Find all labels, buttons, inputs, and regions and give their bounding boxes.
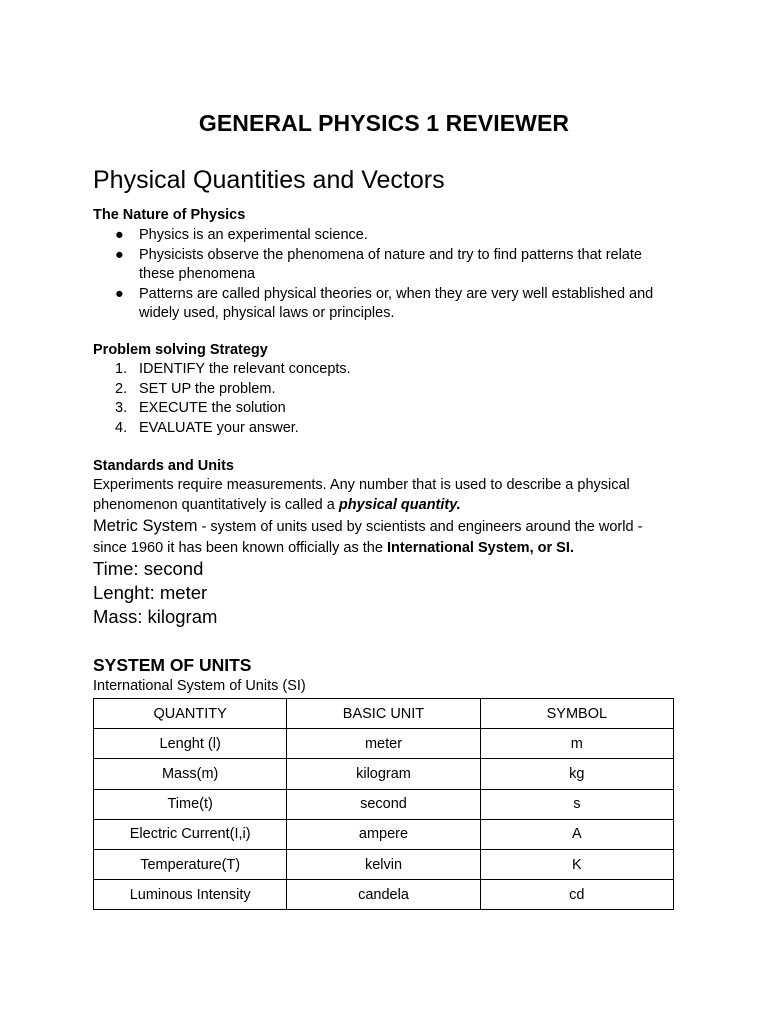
- list-item-text: EXECUTE the solution: [139, 400, 286, 416]
- table-row: [94, 789, 674, 819]
- step-number: 3.: [115, 400, 128, 416]
- table-cell: second: [287, 789, 480, 819]
- list-item-text: Physics is an experimental science.: [139, 227, 368, 243]
- list-item-text: Physicists observe the phenomena of nature and try to find patterns that relate these phenomena: [139, 246, 642, 282]
- table-row: [94, 729, 674, 759]
- standards-paragraph: [93, 476, 675, 515]
- metric-system-term: Metric System: [93, 517, 198, 535]
- basic-unit-mass: Mass: kilogram: [93, 606, 218, 627]
- table-cell: m: [480, 729, 673, 759]
- column-header-symbol: SYMBOL: [480, 699, 673, 729]
- column-header-quantity: QUANTITY: [94, 699, 287, 729]
- list-item-text: EVALUATE your answer.: [139, 419, 299, 436]
- table-row: [94, 880, 674, 910]
- table-header-row: [94, 699, 674, 729]
- system-of-units-heading: SYSTEM OF UNITS: [93, 655, 252, 675]
- table-cell: s: [480, 789, 673, 819]
- list-item: [93, 380, 675, 400]
- si-term: International System, or SI.: [386, 540, 574, 556]
- step-number: 1.: [115, 361, 128, 377]
- si-units-table: [93, 698, 674, 910]
- table-cell: Mass(m): [94, 759, 287, 789]
- list-item: [93, 399, 675, 419]
- list-item-text: IDENTIFY the relevant concepts.: [139, 361, 351, 377]
- table-row: [94, 849, 674, 879]
- table-cell: cd: [480, 880, 673, 910]
- table-cell: Time(t): [94, 789, 287, 819]
- table-cell: kg: [480, 759, 673, 789]
- column-header-basic-unit: BASIC UNIT: [287, 699, 480, 729]
- metric-system-text: - system of units used by scientists and engineers around the world - since 1960 it has been known officially as the: [93, 519, 643, 556]
- list-item: [93, 226, 675, 246]
- chapter-heading: Physical Quantities and Vectors: [93, 166, 445, 194]
- nature-heading: The Nature of Physics: [93, 207, 246, 223]
- bullet-icon: ●: [115, 227, 124, 243]
- table-cell: K: [480, 849, 673, 879]
- si-subheading: International System of Units (SI): [93, 678, 306, 694]
- table-cell: meter: [287, 729, 480, 759]
- basic-unit-length: Lenght: meter: [93, 582, 208, 603]
- list-item: [93, 360, 675, 380]
- physical-quantity-term: physical quantity.: [338, 496, 461, 513]
- table-cell: kelvin: [287, 849, 480, 879]
- step-number: 2.: [115, 380, 128, 397]
- list-item-text: SET UP the problem.: [139, 380, 276, 397]
- document-title: GENERAL PHYSICS 1 REVIEWER: [198, 110, 570, 136]
- table-cell: Lenght (l): [94, 729, 287, 759]
- table-cell: A: [480, 819, 673, 849]
- list-item: [93, 419, 675, 439]
- step-number: 4.: [115, 419, 128, 436]
- standards-heading: Standards and Units: [93, 458, 234, 474]
- nature-list: [93, 226, 675, 324]
- strategy-heading: Problem solving Strategy: [93, 342, 268, 358]
- table-row: [94, 759, 674, 789]
- standards-intro: Experiments require measurements. Any number that is used to describe a physical phenomenon quantitatively is called a: [93, 477, 630, 513]
- metric-system-paragraph: [93, 516, 675, 559]
- strategy-list: [93, 360, 675, 438]
- list-item: [93, 246, 675, 285]
- bullet-icon: ●: [115, 246, 124, 263]
- table-cell: ampere: [287, 819, 480, 849]
- bullet-icon: ●: [115, 285, 124, 302]
- list-item: [93, 285, 675, 324]
- table-row: [94, 819, 674, 849]
- table-cell: Temperature(T): [94, 849, 287, 879]
- table-cell: Electric Current(I,i): [94, 819, 287, 849]
- list-item-text: Patterns are called physical theories or, when they are very well established and widely used, physical laws or principles.: [139, 285, 654, 321]
- basic-unit-time: Time: second: [93, 558, 204, 579]
- table-cell: kilogram: [287, 759, 480, 789]
- table-cell: candela: [287, 880, 480, 910]
- table-cell: Luminous Intensity: [94, 880, 287, 910]
